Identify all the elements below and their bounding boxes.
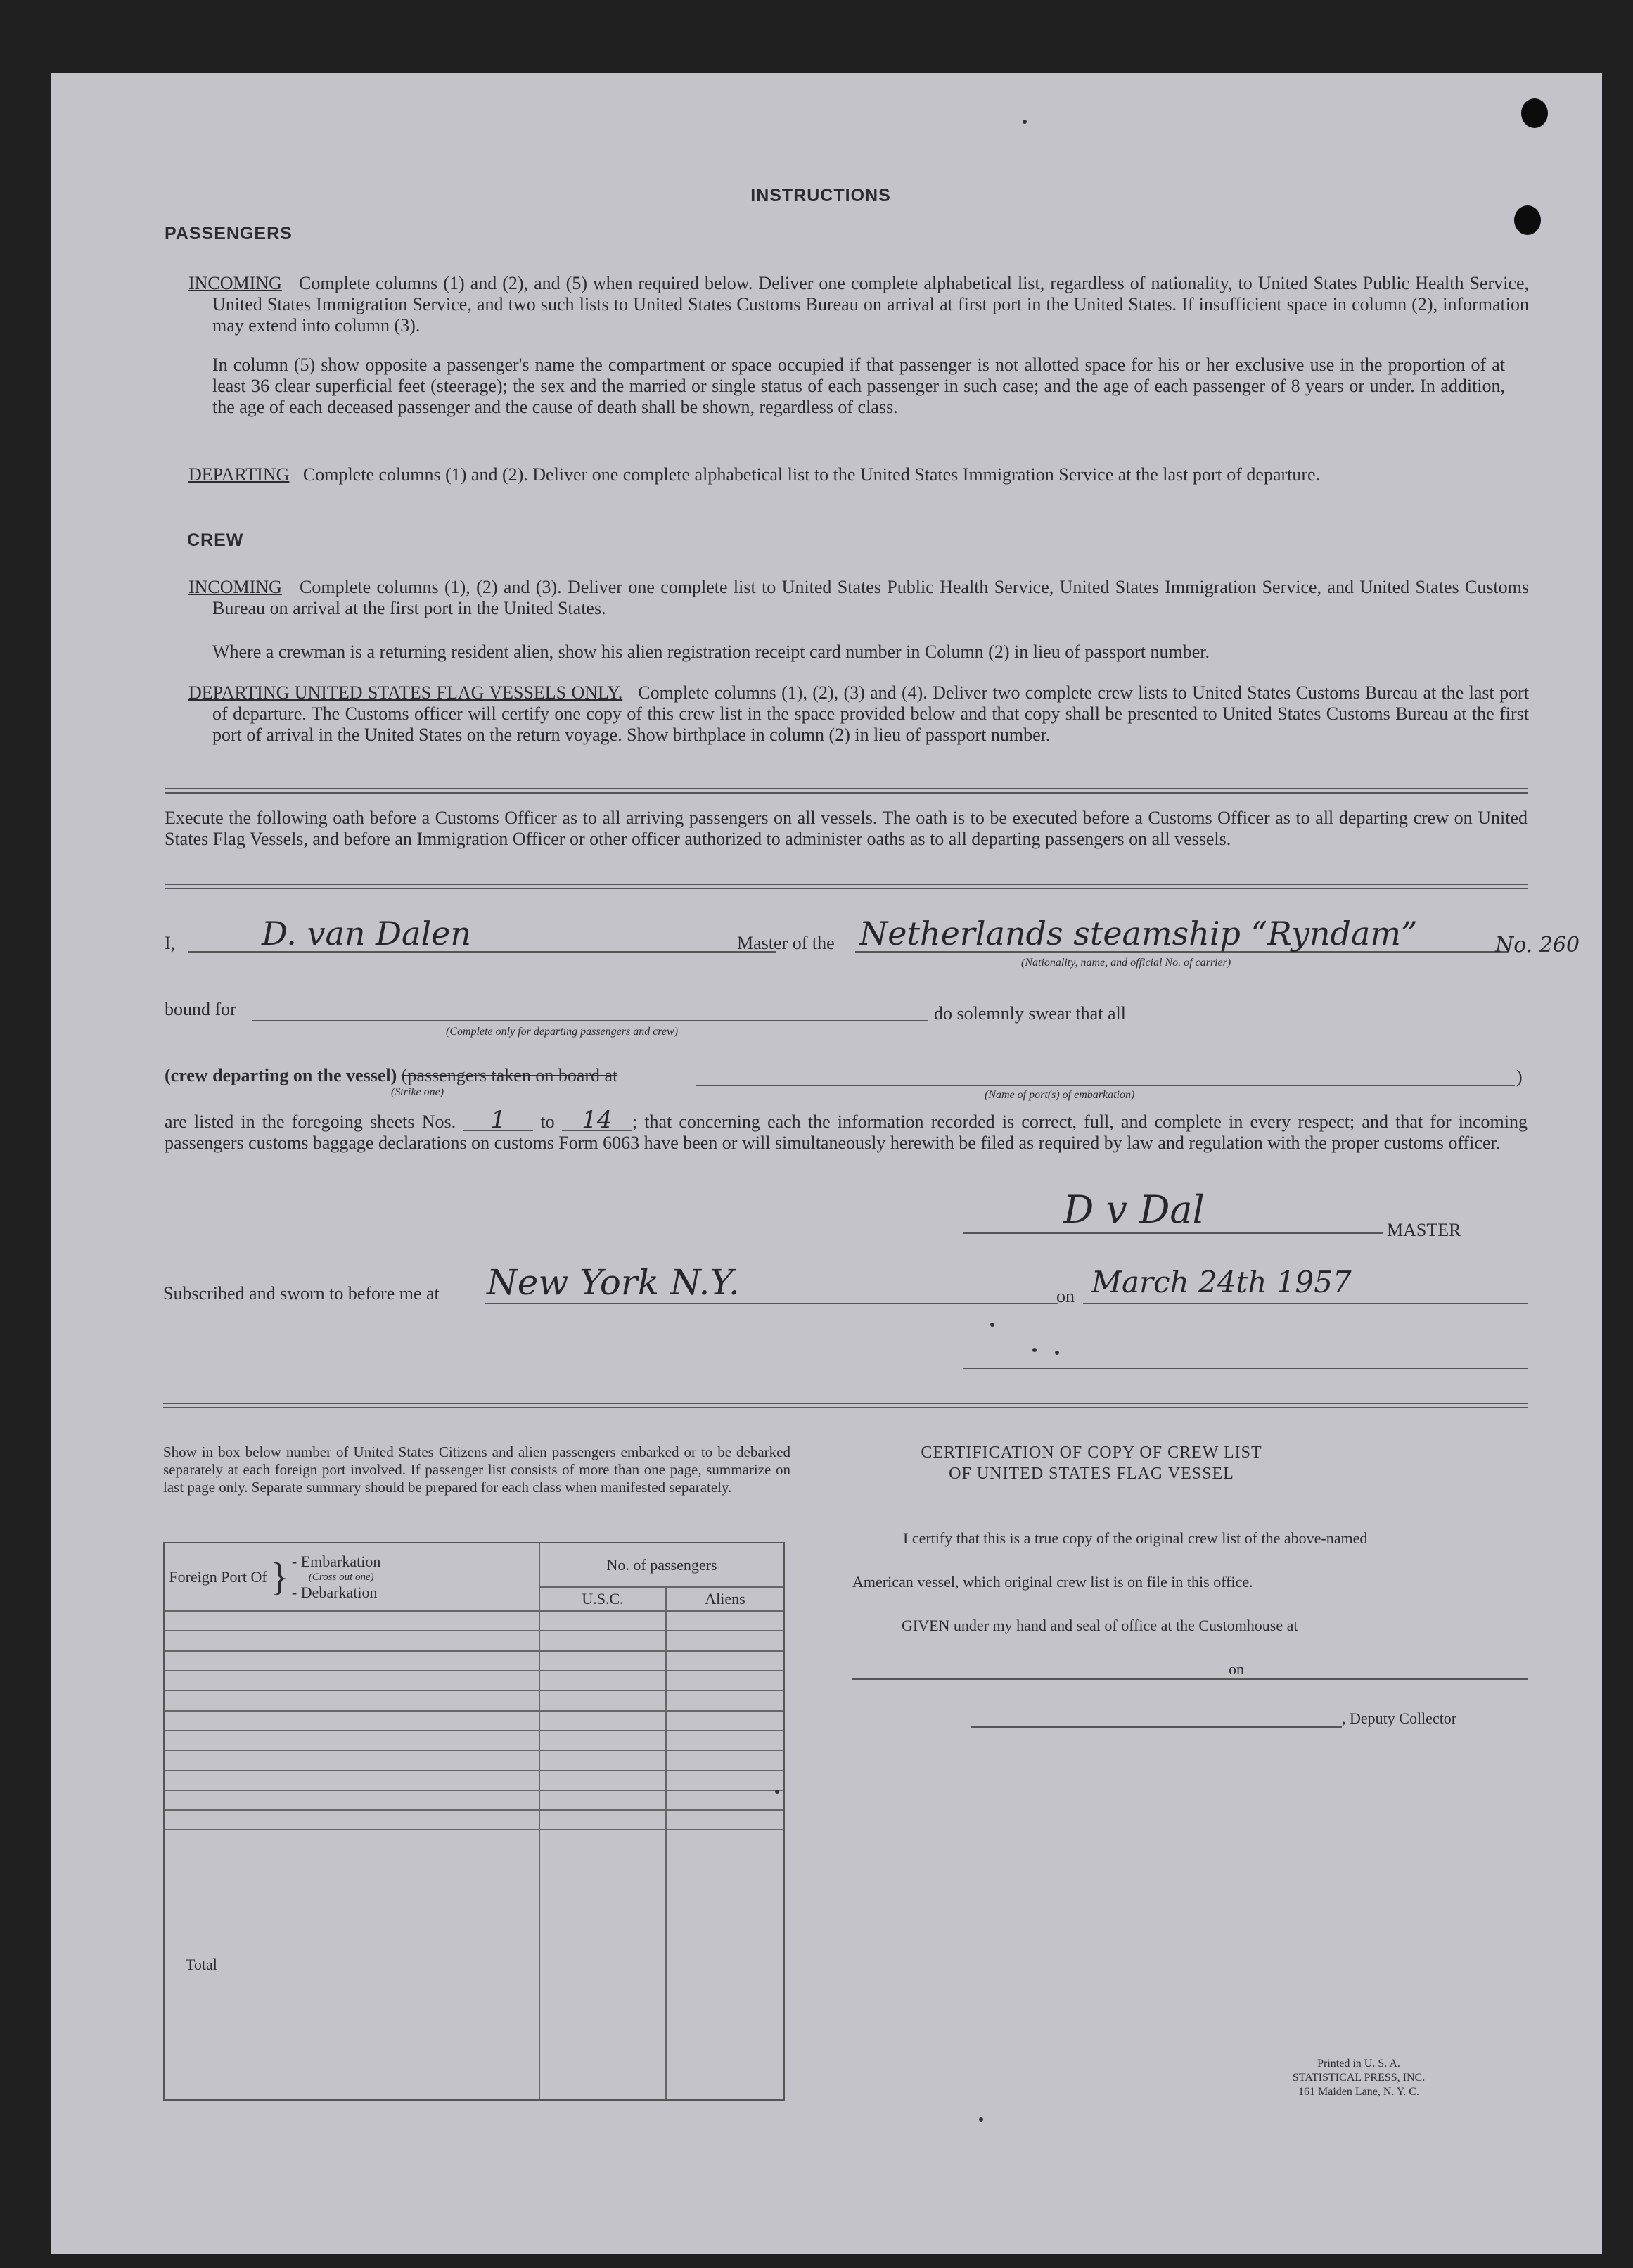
close-paren: ): [1516, 1066, 1523, 1087]
aliens-cell[interactable]: [666, 1711, 783, 1731]
usc-cell[interactable]: [539, 1690, 666, 1710]
crew-departing-text: Complete columns (1), (2), (3) and (4). Deliver two complete crew lists to United States Customs Bureau at the last port of departure. The Customs officer will certify one copy of this crew list in the space provided below and that copy shall be presented to United States Customs Bureau at the first port of arrival in the United States on the return voyage. Show birthplace in column (2) in lieu of passport number.: [212, 682, 1529, 745]
passengers-incoming-paragraph: [188, 273, 1529, 336]
table-row: [165, 1671, 783, 1690]
bound-for-label: bound for: [165, 999, 236, 1019]
usc-cell[interactable]: [539, 1750, 666, 1770]
port-cell[interactable]: [165, 1790, 539, 1810]
sheet-to-field[interactable]: 14: [562, 1110, 632, 1131]
port-cell[interactable]: [165, 1690, 539, 1710]
embarkation-ports-field[interactable]: [696, 1085, 1515, 1086]
certification-date-field[interactable]: [1210, 1678, 1528, 1680]
aliens-cell[interactable]: [666, 1611, 783, 1631]
aliens-cell[interactable]: [666, 1790, 783, 1810]
sworn-place-field[interactable]: New York N.Y.: [487, 1262, 740, 1303]
subscribed-label: Subscribed and sworn to before me at: [163, 1283, 440, 1304]
table-row: [165, 1631, 783, 1650]
sheets-paragraph: [165, 1106, 1528, 1154]
officer-signature-line[interactable]: [963, 1368, 1528, 1369]
section-divider: [163, 1403, 1528, 1408]
crew-departing-label: DEPARTING UNITED STATES FLAG VESSELS ONLY.: [188, 682, 623, 703]
passengers-boarded-label: (passengers taken on board at: [401, 1065, 618, 1085]
table-row: [165, 1711, 783, 1731]
signature-line: [963, 1232, 1383, 1234]
on-label: on: [1056, 1286, 1075, 1306]
ink-fleck: [1055, 1351, 1059, 1355]
port-cell[interactable]: [165, 1671, 539, 1690]
bound-for-caption: (Complete only for departing passengers and crew): [446, 1026, 679, 1038]
aliens-cell[interactable]: [666, 1810, 783, 1830]
ink-fleck: [990, 1323, 994, 1327]
crew-departing-label: (crew departing on the vessel): [165, 1065, 397, 1085]
port-cell[interactable]: [165, 1711, 539, 1731]
table-row: [165, 1750, 783, 1770]
carrier-official-number[interactable]: No. 260: [1495, 933, 1580, 957]
certification-on-label: on: [1229, 1660, 1244, 1678]
master-name-field[interactable]: D. van Dalen: [262, 915, 472, 953]
aliens-cell[interactable]: [666, 1731, 783, 1750]
usc-cell[interactable]: [539, 1790, 666, 1810]
table-row: [165, 1771, 783, 1790]
table-row: [165, 1731, 783, 1750]
crew-incoming-text: Complete columns (1), (2) and (3). Deliver one complete list to United States Public Health Service, United States Immigration Service, and United States Customs Bureau on arrival at the first port in the United States.: [212, 577, 1529, 618]
section-divider: [165, 884, 1528, 889]
carrier-field[interactable]: Netherlands steamship “Ryndam”: [859, 915, 1418, 953]
embarkation-label: - Embarkation: [291, 1552, 381, 1570]
certification-title-line2: OF UNITED STATES FLAG VESSEL: [949, 1465, 1234, 1483]
sheets-rest: ; that concerning each the information recorded is correct, full, and complete in every respect; and that for incoming passengers customs baggage declarations on customs Form 6063 have been or will simultaneously herewith be filed as required by law and regulation with the proper customs officer.: [165, 1111, 1528, 1153]
aliens-cell[interactable]: [666, 1651, 783, 1671]
to-label: to: [540, 1111, 555, 1132]
crew-incoming-label: INCOMING: [188, 577, 282, 597]
ink-fleck: [979, 2117, 983, 2122]
cross-out-label: (Cross out one): [308, 1571, 374, 1583]
master-label: MASTER: [1387, 1220, 1461, 1240]
crew-heading: CREW: [187, 530, 244, 550]
certification-title-line1: CERTIFICATION OF COPY OF CREW LIST: [921, 1444, 1262, 1462]
section-divider: [165, 788, 1528, 794]
usc-cell[interactable]: [539, 1711, 666, 1731]
summary-grid: [165, 1543, 783, 2099]
bound-for-field[interactable]: [252, 1020, 928, 1021]
passengers-incoming-text: Complete columns (1) and (2), and (5) when required below. Deliver one complete alphabetical list, regardless of nationality, to United States Public Health Service, United States Immigration Service, and two such lists to United States Customs Bureau on arrival at first port in the United States. If insufficient space in column (2), information may extend into column (3).: [212, 273, 1530, 336]
ink-fleck: [1023, 120, 1027, 124]
carrier-caption: (Nationality, name, and official No. of carrier): [1021, 957, 1231, 969]
vessel-text: American vessel, which original crew list is on file in this office.: [852, 1573, 1253, 1591]
port-cell[interactable]: [165, 1750, 539, 1770]
port-cell[interactable]: [165, 1731, 539, 1750]
no-passengers-header: No. of passengers: [539, 1543, 783, 1587]
printer-line1: Printed in U. S. A.: [1317, 2058, 1400, 2070]
aliens-header: Aliens: [666, 1587, 783, 1611]
crew-alien-paragraph: Where a crewman is a returning resident alien, show his alien registration receipt card number in Column (2) in lieu of passport number.: [212, 642, 1210, 662]
punch-hole: [1514, 205, 1541, 235]
sheet-from-field[interactable]: 1: [463, 1110, 533, 1131]
usc-cell[interactable]: [539, 1731, 666, 1750]
form-sheet: [51, 73, 1602, 2254]
table-row: [165, 1651, 783, 1671]
column5-paragraph: In column (5) show opposite a passenger's name the compartment or space occupied if that passenger is not allotted space for his or her exclusive use in the proportion of at least 36 clear superficial feet (steerage); the sex and the married or single status of each passenger in such case; and the age of each passenger of 8 years or under. In addition, the age of each deceased passenger and the cause of death shall be shown, regardless of class.: [212, 355, 1505, 417]
total-row: [165, 1830, 783, 2099]
aliens-cell[interactable]: [666, 1690, 783, 1710]
sheets-label: are listed in the foregoing sheets Nos.: [165, 1111, 456, 1132]
table-row: [165, 1810, 783, 1830]
printer-imprint: [1204, 2057, 1513, 2099]
passengers-heading: PASSENGERS: [165, 224, 293, 243]
sworn-place-line: [485, 1303, 1058, 1304]
deputy-collector-signature[interactable]: [971, 1726, 1342, 1728]
punch-hole: [1521, 98, 1548, 128]
certify-text: I certify that this is a true copy of the original crew list of the above-named: [903, 1529, 1368, 1547]
usc-cell[interactable]: [539, 1671, 666, 1690]
ports-caption: (Name of port(s) of embarkation): [985, 1089, 1135, 1101]
table-row: [165, 1611, 783, 1631]
port-cell[interactable]: [165, 1810, 539, 1830]
summary-instructions: Show in box below number of United States Citizens and alien passengers embarked or to be debarked separately at each foreign port involved. If passenger list consists of more than one page, summarize on last page only. Separate summary should be prepared for each class when manifested separately.: [163, 1444, 790, 1496]
foreign-port-label: Foreign Port Of: [169, 1567, 267, 1586]
aliens-cell[interactable]: [666, 1771, 783, 1790]
usc-header: U.S.C.: [539, 1587, 666, 1611]
ink-fleck: [775, 1790, 779, 1794]
port-cell[interactable]: [165, 1771, 539, 1790]
oath-instructions: Execute the following oath before a Customs Officer as to all arriving passengers on all vessels. The oath is to be executed before a Customs Officer as to all departing crew on United States Flag Vessels, and before an Immigration Officer or other officer authorized to administer oaths as to all departing passengers on all vessels.: [165, 808, 1528, 849]
passengers-departing-paragraph: [188, 464, 1529, 485]
brace: }: [270, 1555, 289, 1599]
crew-departing-paragraph: [188, 682, 1529, 746]
deputy-collector-label: , Deputy Collector: [1342, 1709, 1457, 1727]
printer-line3: 161 Maiden Lane, N. Y. C.: [1298, 2086, 1419, 2098]
table-row: [165, 1690, 783, 1710]
usc-cell[interactable]: [539, 1631, 666, 1650]
usc-cell[interactable]: [539, 1611, 666, 1631]
passenger-summary-table: [163, 1542, 785, 2101]
passengers-incoming-label: INCOMING: [188, 273, 282, 293]
sworn-date-field[interactable]: March 24th 1957: [1091, 1265, 1352, 1299]
customhouse-field[interactable]: [852, 1678, 1232, 1680]
passengers-departing-text: Complete columns (1) and (2). Deliver one complete alphabetical list to the United States Immigration Service at the last port of departure.: [302, 464, 1321, 485]
usc-cell[interactable]: [539, 1810, 666, 1830]
crew-departing-option: [165, 1065, 617, 1086]
aliens-cell[interactable]: [666, 1631, 783, 1650]
aliens-cell[interactable]: [666, 1671, 783, 1690]
total-aliens-cell[interactable]: [666, 1830, 783, 2099]
strike-one-caption: (Strike one): [391, 1086, 444, 1098]
total-label: Total: [165, 1830, 539, 2099]
master-of-label: Master of the: [737, 933, 835, 953]
given-text: GIVEN under my hand and seal of office at the Customhouse at: [902, 1617, 1298, 1634]
aliens-cell[interactable]: [666, 1750, 783, 1770]
table-row: [165, 1790, 783, 1810]
printer-line2: STATISTICAL PRESS, INC.: [1292, 2072, 1426, 2084]
port-cell[interactable]: [165, 1611, 539, 1631]
usc-cell[interactable]: [539, 1771, 666, 1790]
passengers-departing-label: DEPARTING: [188, 464, 290, 485]
ink-fleck: [1032, 1348, 1037, 1352]
crew-incoming-paragraph: [188, 577, 1529, 619]
swear-label: do solemnly swear that all: [934, 1003, 1126, 1024]
page-title: INSTRUCTIONS: [750, 186, 891, 205]
debarkation-label: - Debarkation: [291, 1583, 378, 1601]
port-cell[interactable]: [165, 1631, 539, 1650]
total-usc-cell[interactable]: [539, 1830, 666, 2099]
certification-title: [895, 1442, 1288, 1484]
sworn-date-line: [1083, 1303, 1528, 1304]
usc-cell[interactable]: [539, 1651, 666, 1671]
oath-i-label: I,: [165, 933, 176, 953]
master-signature[interactable]: D v Dal: [1063, 1187, 1205, 1232]
port-cell[interactable]: [165, 1651, 539, 1671]
foreign-port-header: [165, 1543, 539, 1611]
